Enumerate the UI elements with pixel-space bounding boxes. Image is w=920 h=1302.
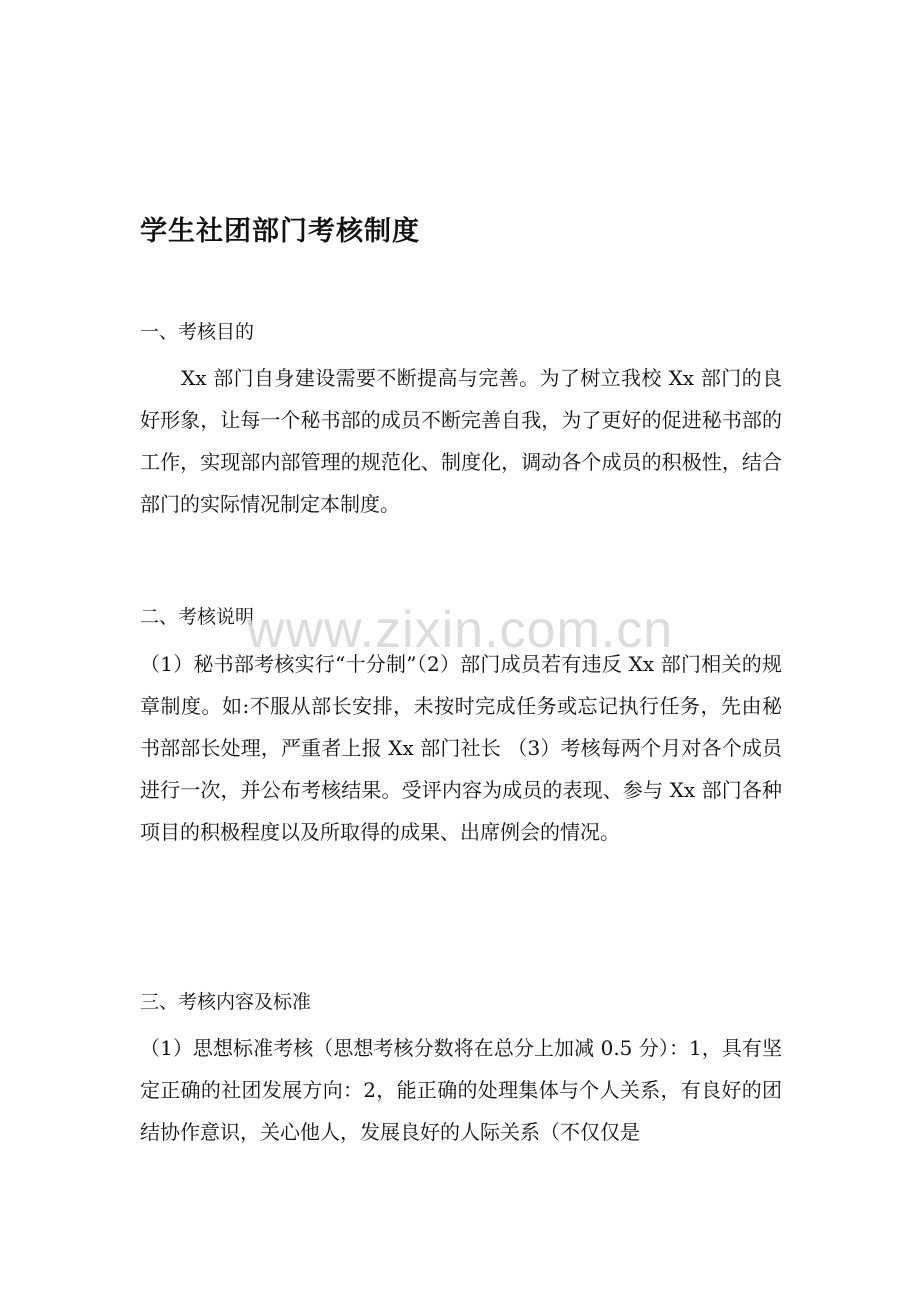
section-heading-standards: 三、考核内容及标准 — [140, 991, 312, 1013]
section-heading-explanation: 二、考核说明 — [140, 606, 255, 628]
section-paragraph-explanation: （1）秘书部考核实行“十分制”（2）部门成员若有违反 Xx 部门相关的规章制度。如:不服从部长安排，未按时完成任务或忘记执行任务，先由秘书部部长处理，严重者上报 Xx 部门社长 （3）考核每两个月对各个成员进行一次，并公布考核结果。受评内容为成员的表现、参与 Xx 部门各种项目的积极程度以及所取得的成果、出席例会的情况。 — [140, 652, 782, 844]
watermark: www.zixin.com.cn — [246, 601, 674, 659]
section-paragraph-standards: （1）思想标准考核（思想考核分数将在总分上加减 0.5 分）：1，具有坚定正确的社团发展方向：2，能正确的处理集体与个人关系，有良好的团结协作意识，关心他人，发展良好的人际关系（不仅仅是 — [140, 1036, 782, 1144]
section-heading-purpose: 一、考核目的 — [140, 321, 255, 343]
document-title: 学生社团部门考核制度 — [140, 216, 420, 247]
section-paragraph-purpose: Xx 部门自身建设需要不断提高与完善。为了树立我校 Xx 部门的良好形象，让每一个秘书部的成员不断完善自我，为了更好的促进秘书部的工作，实现部内部管理的规范化、制度化，调动各个成员的积极性，结合部门的实际情况制定本制度。 — [140, 366, 782, 516]
